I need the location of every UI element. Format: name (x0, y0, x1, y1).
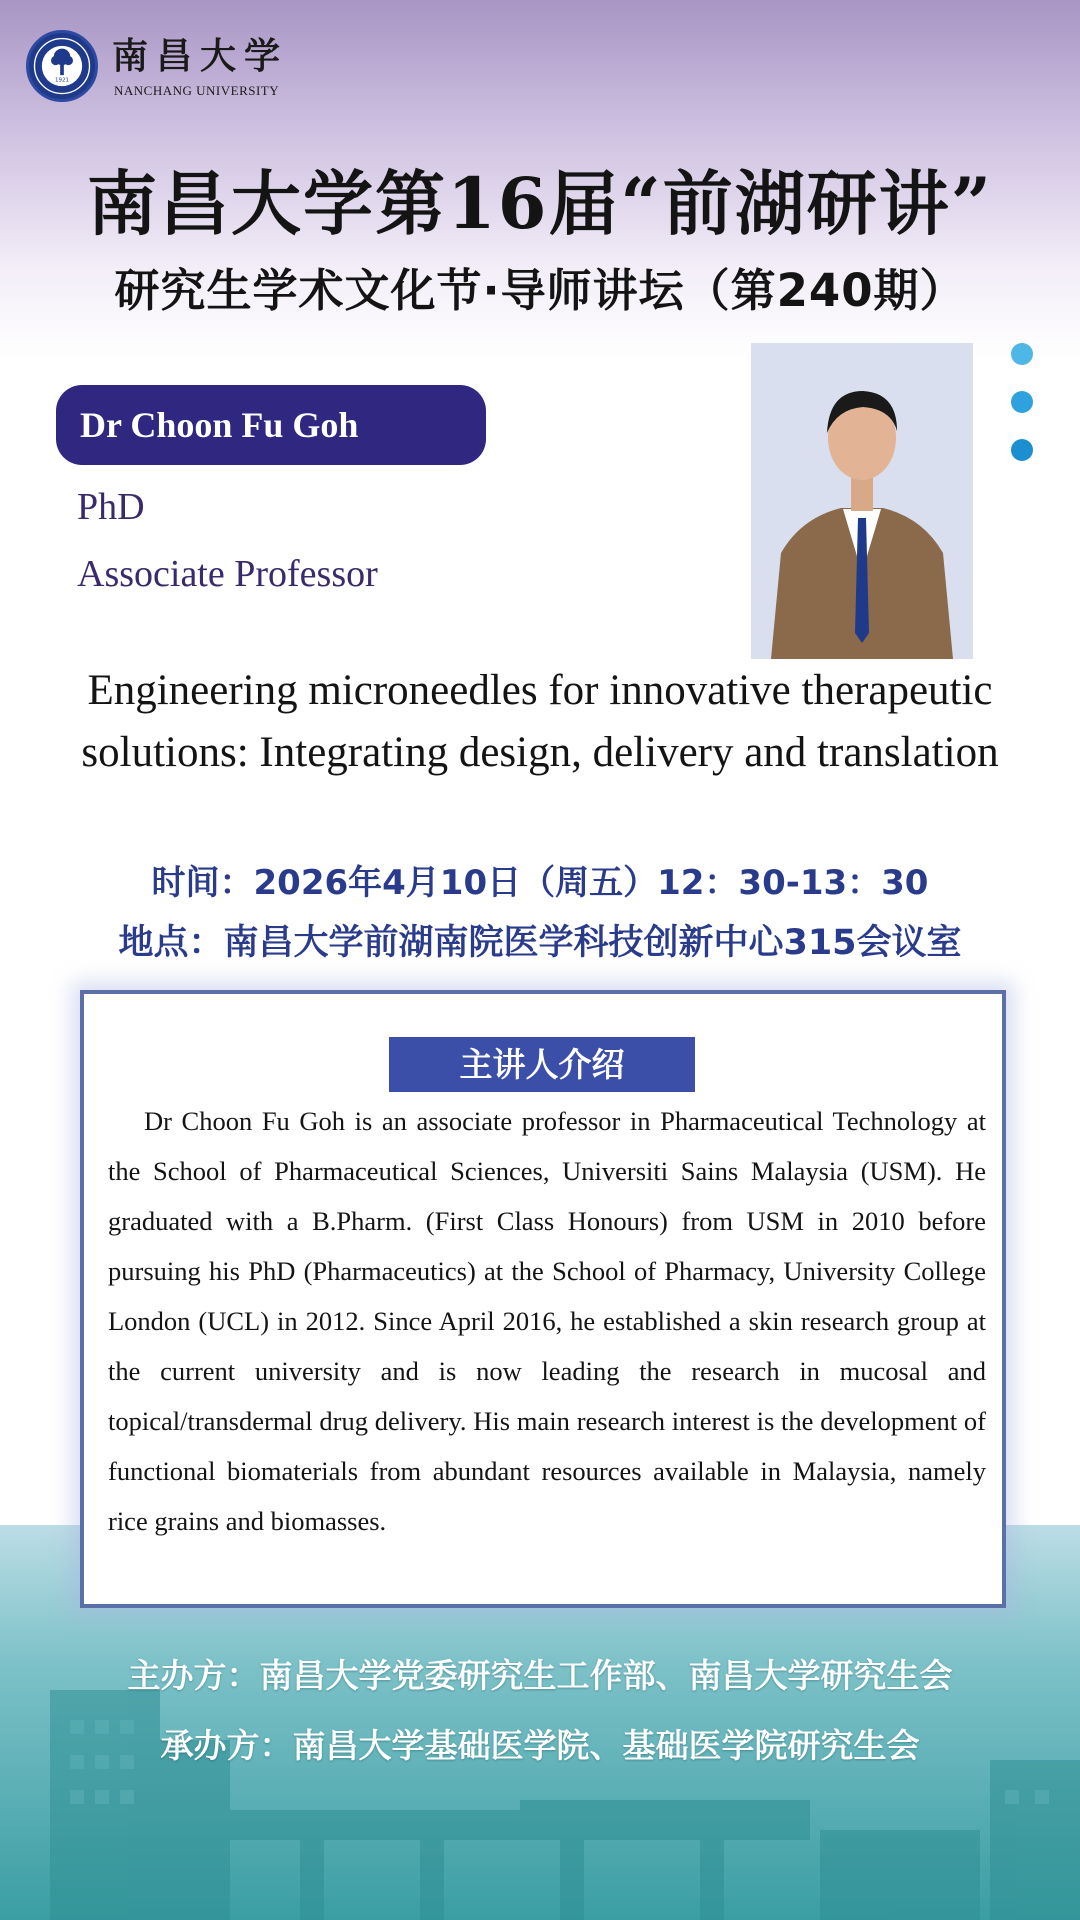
talk-location: 地点：南昌大学前湖南院医学科技创新中心315会议室 (118, 923, 962, 963)
speaker-name-badge (56, 385, 486, 465)
speaker-position: Associate Professor (77, 553, 378, 595)
speaker-name: Dr Choon Fu Goh (80, 405, 359, 445)
decorative-dot (1011, 343, 1033, 365)
svg-text:1921: 1921 (55, 77, 69, 84)
campus-skyline-graphic (0, 1660, 1080, 1920)
talk-time: 时间：2026年4月10日（周五）12：30-13：30 (151, 863, 929, 903)
host-organizer: 主办方：南昌大学党委研究生工作部、南昌大学研究生会 (127, 1656, 953, 1695)
co-organizer: 承办方：南昌大学基础医学院、基础医学院研究生会 (160, 1726, 920, 1765)
page-subtitle: 研究生学术文化节·导师讲坛（第240期） (114, 264, 966, 317)
speaker-intro-text: Dr Choon Fu Goh is an associate professor in Pharmaceutical Technology at the School of Pharmaceutical Sciences, Universiti Sains Malaysia (USM). He graduated with a B.Pharm. (First Class Honours) from USM in 2010 before pursuing his PhD (Pharmaceutics) at the School of Pharmacy, University College London (UCL) in 2012. Since April 2016, he established a skin research group at the current university and is now leading the research in mucosal and topical/transdermal drug delivery. His main research interest is the development of functional biomaterials from abundant resources available in Malaysia, namely rice grains and biomasses. (108, 1106, 986, 1536)
decorative-dot (1011, 439, 1033, 461)
speaker-degree: PhD (77, 486, 145, 528)
talk-title: Engineering microneedles for innovative therapeutic solutions: Integrating design, delivery and translation (81, 667, 999, 776)
decorative-dot (1011, 391, 1033, 413)
page-title: 南昌大学第16届“前湖研讲” (87, 162, 993, 245)
speaker-photo (751, 343, 973, 659)
university-name-cn: 南昌大学 (112, 35, 289, 77)
university-name-en: NANCHANG UNIVERSITY (114, 83, 280, 98)
speaker-intro-heading: 主讲人介绍 (389, 1037, 695, 1092)
university-emblem (26, 30, 98, 102)
speaker-intro-box (80, 990, 1006, 1608)
